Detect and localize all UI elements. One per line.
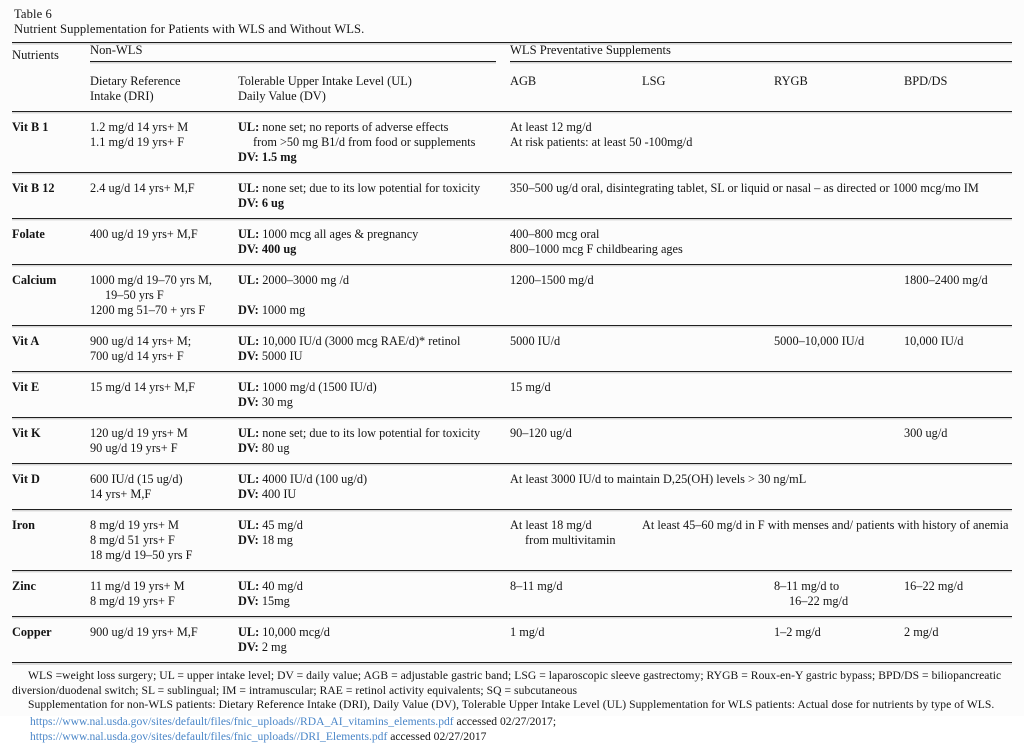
dv-label: DV: <box>238 594 262 608</box>
cell-ul-dv <box>238 619 510 662</box>
cell-line: none set; due to its low potential for toxicity <box>262 426 481 440</box>
cell-ul-dv <box>238 374 510 417</box>
cell-line: 16–22 mg/d <box>789 594 849 608</box>
column-header-ul <box>238 67 510 111</box>
cell-ul-dv <box>238 573 510 616</box>
cell-line: 90 ug/d 19 yrs+ F <box>90 441 178 455</box>
ul-label: UL: <box>238 273 263 287</box>
cell-line: 800–1000 mcg F childbearing ages <box>510 242 683 256</box>
cell-line: At least 3000 IU/d to maintain D,25(OH) levels > 30 ng/mL <box>510 472 807 486</box>
row-nutrient-name: Vit K <box>12 426 41 440</box>
dri-header-line-2: Intake (DRI) <box>90 88 154 103</box>
cell-line: 40 mg/d <box>262 579 303 593</box>
ul-label: UL: <box>238 181 263 195</box>
cell-line: 400–800 mcg oral <box>510 227 600 241</box>
cell-rygb <box>774 573 904 616</box>
group-header-row <box>12 43 1012 61</box>
cell-line: 11 mg/d 19 yrs+ M <box>90 579 185 593</box>
cell-ul-dv <box>238 328 510 371</box>
cell-line: none set; no reports of adverse effects <box>262 120 449 134</box>
cell-rygb <box>774 267 904 325</box>
column-header-rygb: RYGB <box>774 74 808 88</box>
cell-line: 2.4 ug/d 14 yrs+ M,F <box>90 181 195 195</box>
table-row <box>12 175 1012 218</box>
cell-ul-dv <box>238 175 510 218</box>
table-row <box>12 619 1012 662</box>
row-nutrient-name: Vit A <box>12 334 40 348</box>
row-nutrient-name: Iron <box>12 518 36 532</box>
table-row <box>12 221 1012 264</box>
cell-rygb <box>774 328 904 371</box>
cell-dri <box>90 374 238 417</box>
cell-ul-dv <box>238 267 510 325</box>
table-row <box>12 512 1012 570</box>
row-nutrient-name: Calcium <box>12 273 57 287</box>
cell-line: 14 yrs+ M,F <box>90 487 152 501</box>
cell-line: 8 mg/d 19 yrs+ F <box>90 594 175 608</box>
cell-line: 700 ug/d 14 yrs+ F <box>90 349 184 363</box>
cell-line: 1–2 mg/d <box>774 625 821 639</box>
ul-label: UL: <box>238 579 263 593</box>
table-number: Table 6 <box>14 7 52 21</box>
cell-line: 8 mg/d 51 yrs+ F <box>90 533 175 547</box>
cell-line: At least 45–60 mg/d in F with menses and/ patients with history of anemia <box>642 518 1009 532</box>
cell-agb <box>510 573 642 616</box>
cell-line: 5000 IU/d <box>510 334 561 348</box>
cell-line: from multivitamin <box>525 533 616 547</box>
dv-value: 5000 IU <box>261 349 303 363</box>
ul-header-line-1: Tolerable Upper Intake Level (UL) <box>238 74 412 88</box>
dv-label: DV: <box>238 150 262 164</box>
table-body <box>12 114 1012 662</box>
cell-line: 1000 mg/d (1500 IU/d) <box>262 380 377 394</box>
dv-value: 400 ug <box>261 242 297 256</box>
dv-label: DV: <box>238 441 262 455</box>
cell-bpd-ds <box>904 267 1012 325</box>
cell-dri <box>90 114 238 172</box>
source-links <box>12 714 1012 745</box>
rule-line <box>12 325 1012 326</box>
cell-line: 10,000 IU/d (3000 mcg RAE/d)* retinol <box>262 334 461 348</box>
ul-label: UL: <box>238 120 263 134</box>
column-header-lsg: LSG <box>642 74 666 88</box>
cell-ul-dv <box>238 512 510 570</box>
table-row <box>12 374 1012 417</box>
ul-label: UL: <box>238 625 263 639</box>
cell-line: 1800–2400 mg/d <box>904 273 988 287</box>
column-header-agb: AGB <box>510 74 537 88</box>
cell-line: At least 12 mg/d <box>510 120 592 134</box>
row-nutrient-name: Zinc <box>12 579 36 593</box>
dv-label: DV: <box>238 487 262 501</box>
footnote-abbreviations <box>12 669 1012 698</box>
cell-agb <box>510 466 1012 509</box>
dv-value: 400 IU <box>261 487 297 501</box>
cell-dri <box>90 619 238 662</box>
cell-bpd-ds <box>904 328 1012 371</box>
cell-lsg <box>642 328 774 371</box>
source-link-url[interactable]: https://www.nal.usda.gov/sites/default/files/fnic_uploads//RDA_AI_vitamins_elements.pdf <box>30 714 454 728</box>
cell-bpd-ds <box>904 420 1012 463</box>
cell-lsg <box>642 374 774 417</box>
cell-line: 19–50 yrs F <box>105 288 164 302</box>
rule-line <box>12 172 1012 173</box>
table-row <box>12 573 1012 616</box>
cell-line: 1200 mg 51–70 + yrs F <box>90 303 206 317</box>
dv-value: 2 mg <box>261 640 287 654</box>
cell-line: 350–500 ug/d oral, disintegrating tablet, SL or liquid or nasal – as directed or 1000 mcg/mo IM <box>510 181 979 195</box>
dv-value: 15mg <box>261 594 290 608</box>
rule-line <box>12 264 1012 265</box>
cell-line: 1.2 mg/d 14 yrs+ M <box>90 120 189 134</box>
cell-ul-dv <box>238 466 510 509</box>
table-row <box>12 420 1012 463</box>
cell-line: 18 mg/d 19–50 yrs F <box>90 548 193 562</box>
cell-dri <box>90 573 238 616</box>
group-header-non-wls: Non-WLS <box>90 43 143 57</box>
cell-line: 90–120 ug/d <box>510 426 572 440</box>
dv-label: DV: <box>238 349 262 363</box>
cell-line: 1000 mg/d 19–70 yrs M, <box>90 273 212 287</box>
cell-line: 4000 IU/d (100 ug/d) <box>262 472 368 486</box>
table-row <box>12 466 1012 509</box>
cell-line: 600 IU/d (15 ug/d) <box>90 472 183 486</box>
cell-line: 1.1 mg/d 19 yrs+ F <box>90 135 185 149</box>
rule-line <box>12 463 1012 464</box>
ul-label: UL: <box>238 472 263 486</box>
cell-dri <box>90 512 238 570</box>
ul-label: UL: <box>238 334 263 348</box>
cell-agb <box>510 267 642 325</box>
cell-agb <box>510 512 642 570</box>
footnote-supp-line-2: of WLS. <box>954 698 995 712</box>
source-link-accessed: accessed 02/27/2017 <box>387 730 487 744</box>
dv-value: 30 mg <box>261 395 293 409</box>
cell-dri <box>90 267 238 325</box>
cell-line: none set; due to its low potential for toxicity <box>262 181 481 195</box>
group-header-wls: WLS Preventative Supplements <box>510 43 671 57</box>
table-footnotes <box>12 663 1012 713</box>
dv-value: 6 ug <box>261 196 285 210</box>
cell-line: 45 mg/d <box>262 518 303 532</box>
cell-line: 2000–3000 mg /d <box>262 273 350 287</box>
cell-bpd-ds <box>904 374 1012 417</box>
cell-line: 400 ug/d 19 yrs+ M,F <box>90 227 198 241</box>
cell-line: 1000 mcg all ages & pregnancy <box>262 227 419 241</box>
source-link-url[interactable]: https://www.nal.usda.gov/sites/default/files/fnic_uploads//DRI_Elements.pdf <box>30 730 388 744</box>
cell-agb <box>510 374 642 417</box>
rule-line <box>12 417 1012 418</box>
cell-line: At least 18 mg/d <box>510 518 592 532</box>
cell-rygb <box>774 420 904 463</box>
cell-dri <box>90 221 238 264</box>
source-link-row <box>30 729 1012 745</box>
cell-agb <box>510 114 1012 172</box>
cell-bpd-ds <box>904 573 1012 616</box>
ul-label: UL: <box>238 380 263 394</box>
row-nutrient-name: Vit D <box>12 472 40 486</box>
cell-dri <box>90 328 238 371</box>
cell-line: 300 ug/d <box>904 426 948 440</box>
cell-lsg <box>642 573 774 616</box>
cell-lsg <box>642 619 774 662</box>
dri-header-line-1: Dietary Reference <box>90 74 181 88</box>
cell-dri <box>90 420 238 463</box>
cell-line: 2 mg/d <box>904 625 939 639</box>
cell-dri <box>90 466 238 509</box>
dv-label: DV: <box>238 242 262 256</box>
cell-lsg <box>642 512 1012 570</box>
source-link-accessed: accessed 02/27/2017; <box>453 714 557 728</box>
table-row <box>12 267 1012 325</box>
cell-line: 1200–1500 mg/d <box>510 273 594 287</box>
dv-label: DV: <box>238 196 262 210</box>
ul-label: UL: <box>238 227 263 241</box>
cell-line: from >50 mg B1/d from food or supplements <box>253 135 476 149</box>
table-row <box>12 328 1012 371</box>
cell-agb <box>510 328 642 371</box>
rule-line <box>12 509 1012 510</box>
footnote-supp-line-1: Supplementation for non-WLS patients: Dietary Reference Intake (DRI), Daily Value (DV), Tolerable Upper Intake Level (UL) Supplementation for WLS patients: Actual dose for nutrients by type <box>28 698 952 712</box>
footnote-abbrev-line-2: biliopancreatic diversion/duodenal switch; SL = sublingual; IM = intramuscular; RAE = retinol activity equivalents; SQ = subcutaneous <box>12 669 1002 697</box>
cell-ul-dv <box>238 221 510 264</box>
cell-line: 16–22 mg/d <box>904 579 964 593</box>
row-nutrient-name: Folate <box>12 227 45 241</box>
cell-line: 15 mg/d <box>510 380 551 394</box>
ul-header-line-2: Daily Value (DV) <box>238 88 326 103</box>
row-nutrient-name: Copper <box>12 625 52 639</box>
table-title: Nutrient Supplementation for Patients with WLS and Without WLS. <box>14 22 365 36</box>
cell-line: 8–11 mg/d <box>510 579 563 593</box>
dv-label: DV: <box>238 303 262 317</box>
column-header-blank <box>12 67 90 111</box>
row-nutrient-name: Vit B 1 <box>12 120 49 134</box>
cell-line: 10,000 IU/d <box>904 334 964 348</box>
dv-value: 1000 mg <box>261 303 306 317</box>
cell-agb <box>510 221 1012 264</box>
column-header-bpd-ds: BPD/DS <box>904 74 948 88</box>
table-row <box>12 114 1012 172</box>
row-nutrient-name: Vit E <box>12 380 40 394</box>
rule-line <box>12 616 1012 617</box>
cell-lsg <box>642 267 774 325</box>
dv-value: 80 ug <box>261 441 290 455</box>
cell-ul-dv <box>238 114 510 172</box>
dv-label: DV: <box>238 640 262 654</box>
cell-ul-dv <box>238 420 510 463</box>
cell-spacer <box>238 288 510 303</box>
cell-line: At risk patients: at least 50 -100mg/d <box>510 135 693 149</box>
cell-lsg <box>642 420 774 463</box>
source-link-row <box>30 714 1012 730</box>
row-nutrient-name: Vit B 12 <box>12 181 55 195</box>
cell-line: 10,000 mcg/d <box>262 625 330 639</box>
cell-agb <box>510 420 642 463</box>
rule-line <box>12 570 1012 571</box>
footnote-supplementation <box>12 698 1012 713</box>
cell-rygb <box>774 619 904 662</box>
rule-line <box>12 371 1012 372</box>
column-header-dri <box>90 67 238 111</box>
dv-value: 1.5 mg <box>261 150 297 164</box>
cell-dri <box>90 175 238 218</box>
cell-agb <box>510 619 642 662</box>
ul-label: UL: <box>238 518 263 532</box>
cell-line: 900 ug/d 14 yrs+ M; <box>90 334 192 348</box>
table-head <box>12 43 1012 114</box>
cell-agb <box>510 175 1012 218</box>
cell-line: 8 mg/d 19 yrs+ M <box>90 518 179 532</box>
footnote-abbrev-line-1: WLS =weight loss surgery; UL = upper intake level; DV = daily value; AGB = adjustable gastric band; LSG = laparoscopic sleeve gastrectomy; RYGB = Roux-en-Y gastric bypass; BPD/DS = <box>28 669 929 682</box>
nutrient-supplementation-table <box>12 43 1012 662</box>
sub-header-row <box>12 67 1012 111</box>
cell-line: 1 mg/d <box>510 625 545 639</box>
cell-bpd-ds <box>904 619 1012 662</box>
cell-line: 900 ug/d 19 yrs+ M,F <box>90 625 198 639</box>
dv-value: 18 mg <box>261 533 293 547</box>
cell-line: 5000–10,000 IU/d <box>774 334 865 348</box>
cell-line: 15 mg/d 14 yrs+ M,F <box>90 380 195 394</box>
table-caption <box>0 0 1024 37</box>
column-header-nutrients: Nutrients <box>12 48 59 62</box>
ul-label: UL: <box>238 426 263 440</box>
rule-line <box>12 218 1012 219</box>
dv-label: DV: <box>238 533 262 547</box>
cell-line: 8–11 mg/d to <box>774 579 840 593</box>
cell-line: 120 ug/d 19 yrs+ M <box>90 426 188 440</box>
cell-rygb <box>774 374 904 417</box>
dv-label: DV: <box>238 395 262 409</box>
